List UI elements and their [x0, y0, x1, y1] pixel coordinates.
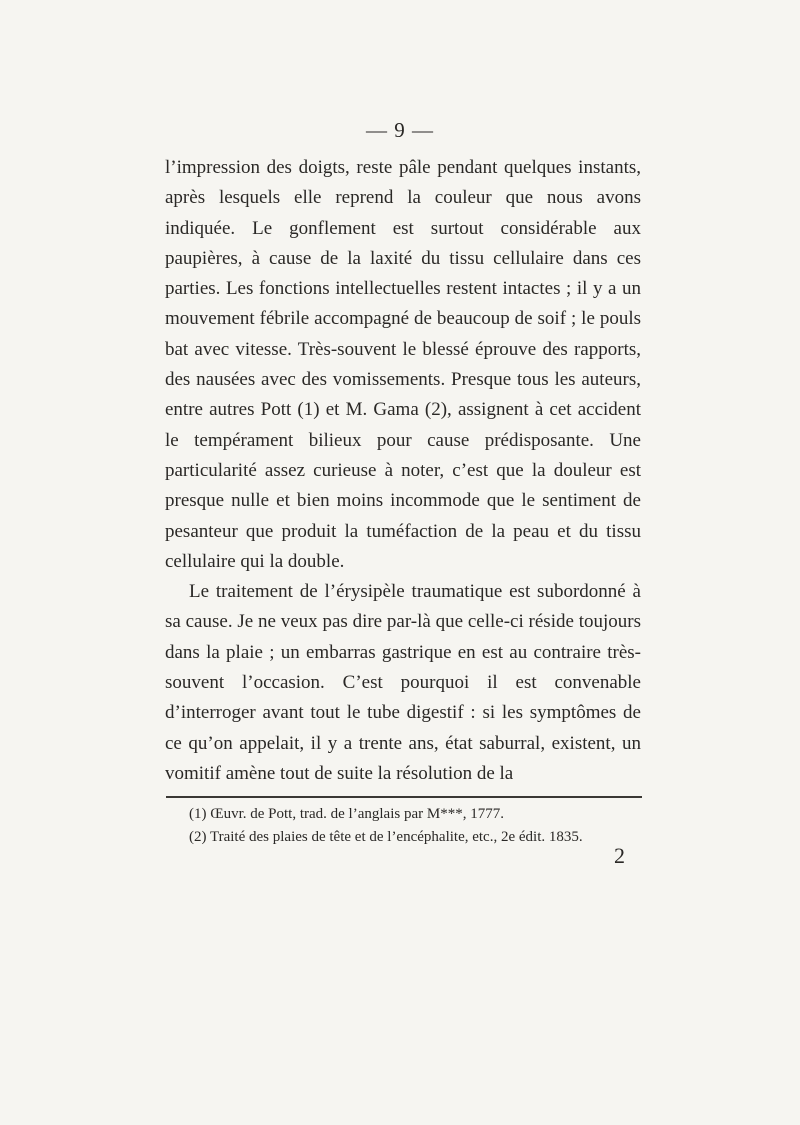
- page-number-header: — 9 —: [366, 118, 434, 142]
- paragraph: Le traitement de l’érysipèle traumatique est subordonné à sa cause. Je ne veux pas dire par-là que celle-ci réside toujours dans la plaie ; un embarras gastrique en est au contraire très-souvent l’occasion. C’est pourquoi il est convenable d’interroger avant tout le tube digestif : si les symptômes de ce qu’on appelait, il y a trente ans, état saburral, existent, un vomitif amène tout de suite la résolution de la: [165, 581, 641, 784]
- footnote: (1) Œuvr. de Pott, trad. de l’anglais par M***, 1777.: [189, 806, 504, 822]
- footnote: (2) Traité des plaies de tête et de l’encéphalite, etc., 2e édit. 1835.: [189, 828, 583, 845]
- paragraph: l’impression des doigts, reste pâle pendant quelques instants, après lesquels elle reprend la couleur que nous avons indiquée. Le gonflement est surtout considérable aux paupières, à cause de la laxité du tissu cellulaire dans ces parties. Les fonctions intellectuelles restent intactes ; il y a un mouvement fébrile accompagné de beaucoup de soif ; le pouls bat avec vitesse. Très-souvent le blessé éprouve des rapports, des nausées avec des vomissements. Presque tous les auteurs, entre autres Pott (1) et M. Gama (2), assignent à cet accident le tempérament bilieux pour cause prédisposante. Une particularité assez curieuse à noter, c’est que la douleur est presque nulle et bien moins incommode que le sentiment de pesanteur que produit la tuméfaction de la peau et du tissu cellulaire qui la double.: [165, 157, 641, 572]
- signature-mark: 2: [614, 843, 625, 868]
- footnote-divider: [166, 796, 642, 798]
- footnotes: [165, 803, 643, 848]
- body-text: [165, 153, 641, 789]
